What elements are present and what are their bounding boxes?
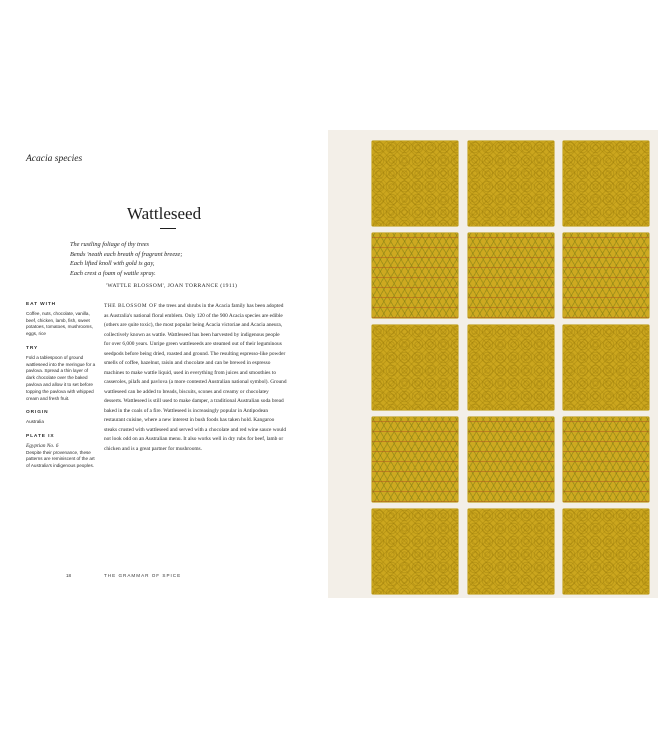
triangle-pattern-tile: [468, 417, 554, 502]
triangle-pattern-tile: [468, 233, 554, 318]
title-rule: [160, 228, 176, 229]
page-number: 18: [66, 573, 72, 578]
species-label: Acacia species: [26, 154, 83, 164]
page-title: Wattleseed: [126, 204, 202, 223]
plate-page: [328, 130, 658, 598]
triangle-pattern-tile: [563, 417, 649, 502]
poem-line: Bends 'neath each breath of fragrant breeze;: [70, 250, 183, 258]
diamond-pattern-tile: [372, 509, 458, 594]
plate-note: Despite their provenance, these patterns are reminiscent of the art of Australia's indigenous peoples.: [26, 449, 95, 469]
poem-line: Each lifted knoll with gold is gay,: [70, 260, 155, 267]
plate-name: Egyptian No. 6: [26, 442, 59, 449]
diamond-pattern-tile: [468, 325, 554, 410]
diamond-pattern-tile: [563, 509, 649, 594]
origin-heading: ORIGIN: [26, 410, 49, 416]
body-lead-in: THE BLOSSOM OF: [104, 303, 158, 309]
plate-heading: PLATE IX: [26, 433, 55, 439]
pattern-tile-grid: [372, 141, 647, 586]
poem-attribution: 'WATTLE BLOSSOM', JOAN TORRANCE (1911): [106, 283, 238, 289]
sidebar: [26, 302, 96, 470]
body-paragraph: the trees and shrubs in the Acacia family has been adopted as Australia's national floral emblem. Only 120 of the 900 Acacia species are edible (others are quite toxic), the most popular being Acacia victoriae and Acacia aneura, collectively known as wattle. Wattleseed has been harvested by indigenous people for over 6,000 years. Unripe green wattleseeds are steamed out of their leguminous seedpods before being dried, roasted and ground. The resulting espresso-like powder smells of coffee, hazelnut, raisin and chocolate and can be brewed in espresso machines to make wattle liquid, used in everything from juices and smoothies to casseroles, pilafs and pavlova (a more contested Australian national symbol). Ground wattleseed can be added to breads, biscuits, scones and creamy or chocolatey desserts. Wattleseed is still used to make damper, a traditional Australian soda bread baked in the coals of a fire. Wattleseed is increasingly popular in Antipodean restaurant cuisine, where a new interest in bush foods has taken hold. Kangaroo steaks crusted with wattleseed and served with a chocolate and red wine sauce would not look odd on an Australian menu. It also works well in dry rubs for beef, lamb or chicken and is a great partner for mushrooms.: [104, 303, 287, 452]
diamond-pattern-tile: [468, 141, 554, 226]
diamond-pattern-tile: [372, 141, 458, 226]
diamond-pattern-tile: [372, 325, 458, 410]
triangle-pattern-tile: [372, 233, 458, 318]
diamond-pattern-tile: [468, 509, 554, 594]
try-text: Fold a tablespoon of ground wattleseed into the meringue for a pavlova. Spread a thin layer of dark chocolate over the baked pavlova and allow it to set before topping the pavlova with whipped cream and fresh fruit.: [26, 354, 96, 401]
running-head: THE GRAMMAR OF SPICE: [104, 573, 182, 578]
eat-with-list: Coffee, nuts, chocolate, vanilla, beef, chicken, lamb, fish, sweet potatoes, tomatoes, mushrooms, eggs, rice: [26, 310, 93, 337]
epigraph-poem: [70, 240, 182, 278]
diamond-pattern-tile: [563, 325, 649, 410]
triangle-pattern-tile: [563, 233, 649, 318]
origin-text: Australia: [26, 419, 44, 425]
body-text: [104, 302, 287, 454]
triangle-pattern-tile: [372, 417, 458, 502]
left-page: [0, 0, 328, 734]
eat-with-heading: EAT WITH: [26, 302, 57, 307]
diamond-pattern-tile: [563, 141, 649, 226]
poem-line: Each crest a foam of wattle spray.: [70, 269, 156, 277]
poem-line: The rustling foliage of thy trees: [70, 241, 149, 248]
try-heading: TRY: [26, 345, 39, 351]
